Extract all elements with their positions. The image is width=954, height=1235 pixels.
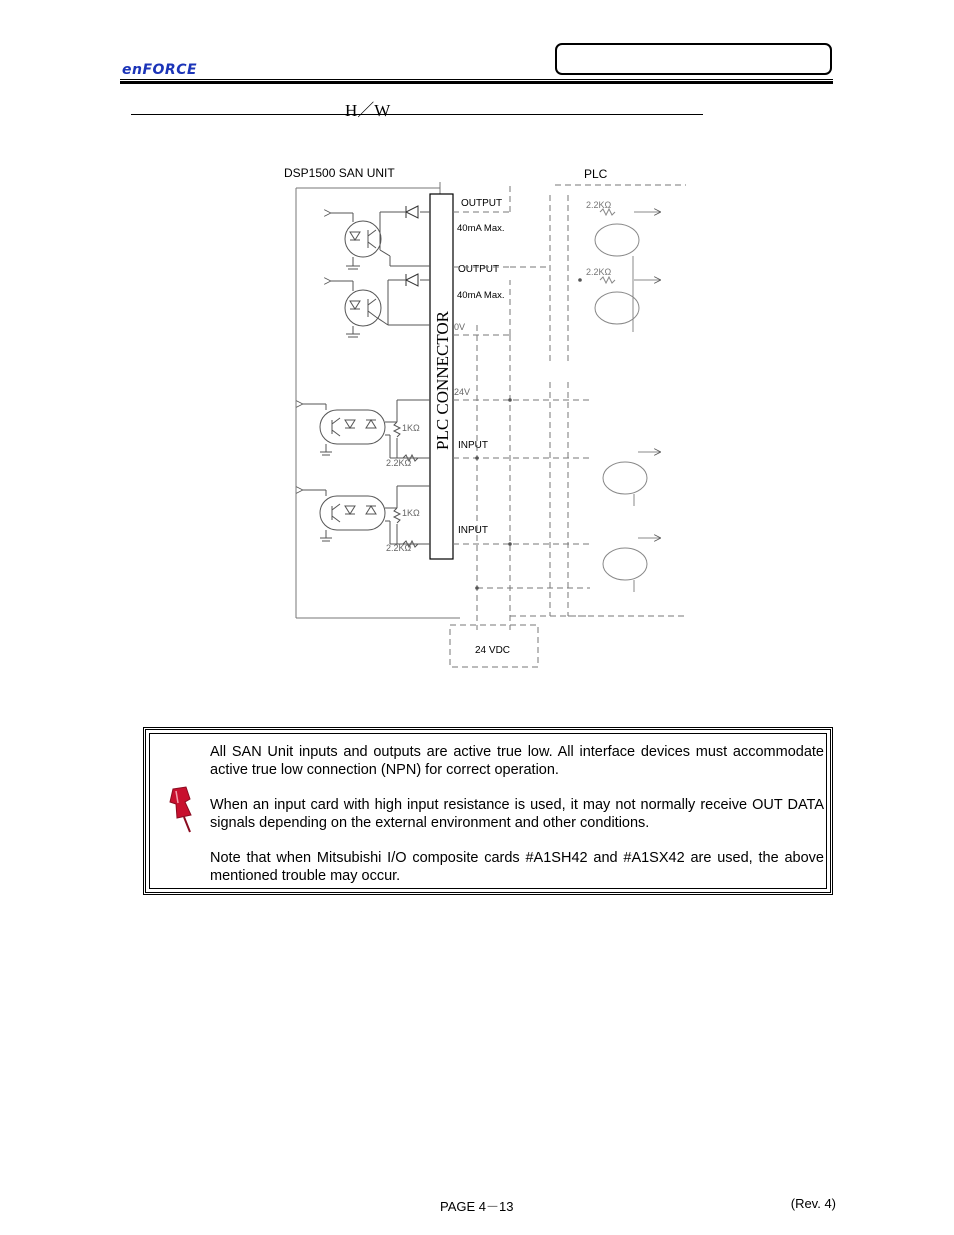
note-paragraph-3: Note that when Mitsubishi I/O composite cards #A1SH42 and #A1SX42 are used, the above mentioned trouble may occur. (210, 850, 824, 884)
plc-interface-diagram (270, 160, 710, 680)
input2-1k-resistor-label: 1KΩ (402, 508, 420, 518)
24vdc-supply-label: 24 VDC (475, 645, 511, 656)
page-number: PAGE 4－13 (440, 1199, 514, 1214)
output1-photocoupler (330, 206, 430, 269)
24v-label: 24V (454, 387, 471, 397)
output2-photocoupler (330, 274, 430, 337)
zero-volt-label: 0V (454, 322, 466, 332)
caution-note-text (210, 743, 824, 902)
input2-label: INPUT (458, 525, 488, 536)
output1-current: 40mA Max. (457, 223, 505, 234)
input1-1k-resistor-label: 1KΩ (402, 423, 420, 433)
input1-22k-resistor-label: 2.2KΩ (386, 458, 412, 468)
output2-current: 40mA Max. (457, 290, 505, 301)
note-paragraph-2: When an input card with high input resistance is used, it may not normally receive OUT DATA signals depending on the external environment and other conditions. (210, 797, 824, 831)
san-unit-title: DSP1500 SAN UNIT (284, 166, 395, 180)
caution-note (143, 727, 833, 895)
plc-resistor-a-label: 2.2KΩ (586, 200, 612, 210)
wiring-junctions (475, 278, 582, 590)
input2-22k-resistor-label: 2.2KΩ (386, 543, 412, 553)
section-title: H／W (345, 101, 391, 120)
revision-label: (Rev. 4) (790, 1196, 836, 1211)
pushpin-icon (164, 785, 198, 835)
output1-label: OUTPUT (461, 198, 503, 209)
enforce-logo: enFORCE (122, 62, 198, 78)
input1-label: INPUT (458, 440, 488, 451)
header-title-box (555, 43, 832, 75)
output2-label: OUTPUT (458, 264, 500, 275)
plc-resistor-b-label: 2.2KΩ (586, 267, 612, 277)
plc-connector-label: PLC CONNECTOR (433, 310, 452, 450)
header-rule (120, 79, 833, 84)
field-wiring (450, 185, 686, 667)
section-title-underline (131, 114, 703, 115)
note-paragraph-1: All SAN Unit inputs and outputs are active true low. All interface devices must accommodate active true low connection (NPN) for correct operation. (210, 744, 824, 778)
plc-title: PLC (584, 167, 608, 181)
